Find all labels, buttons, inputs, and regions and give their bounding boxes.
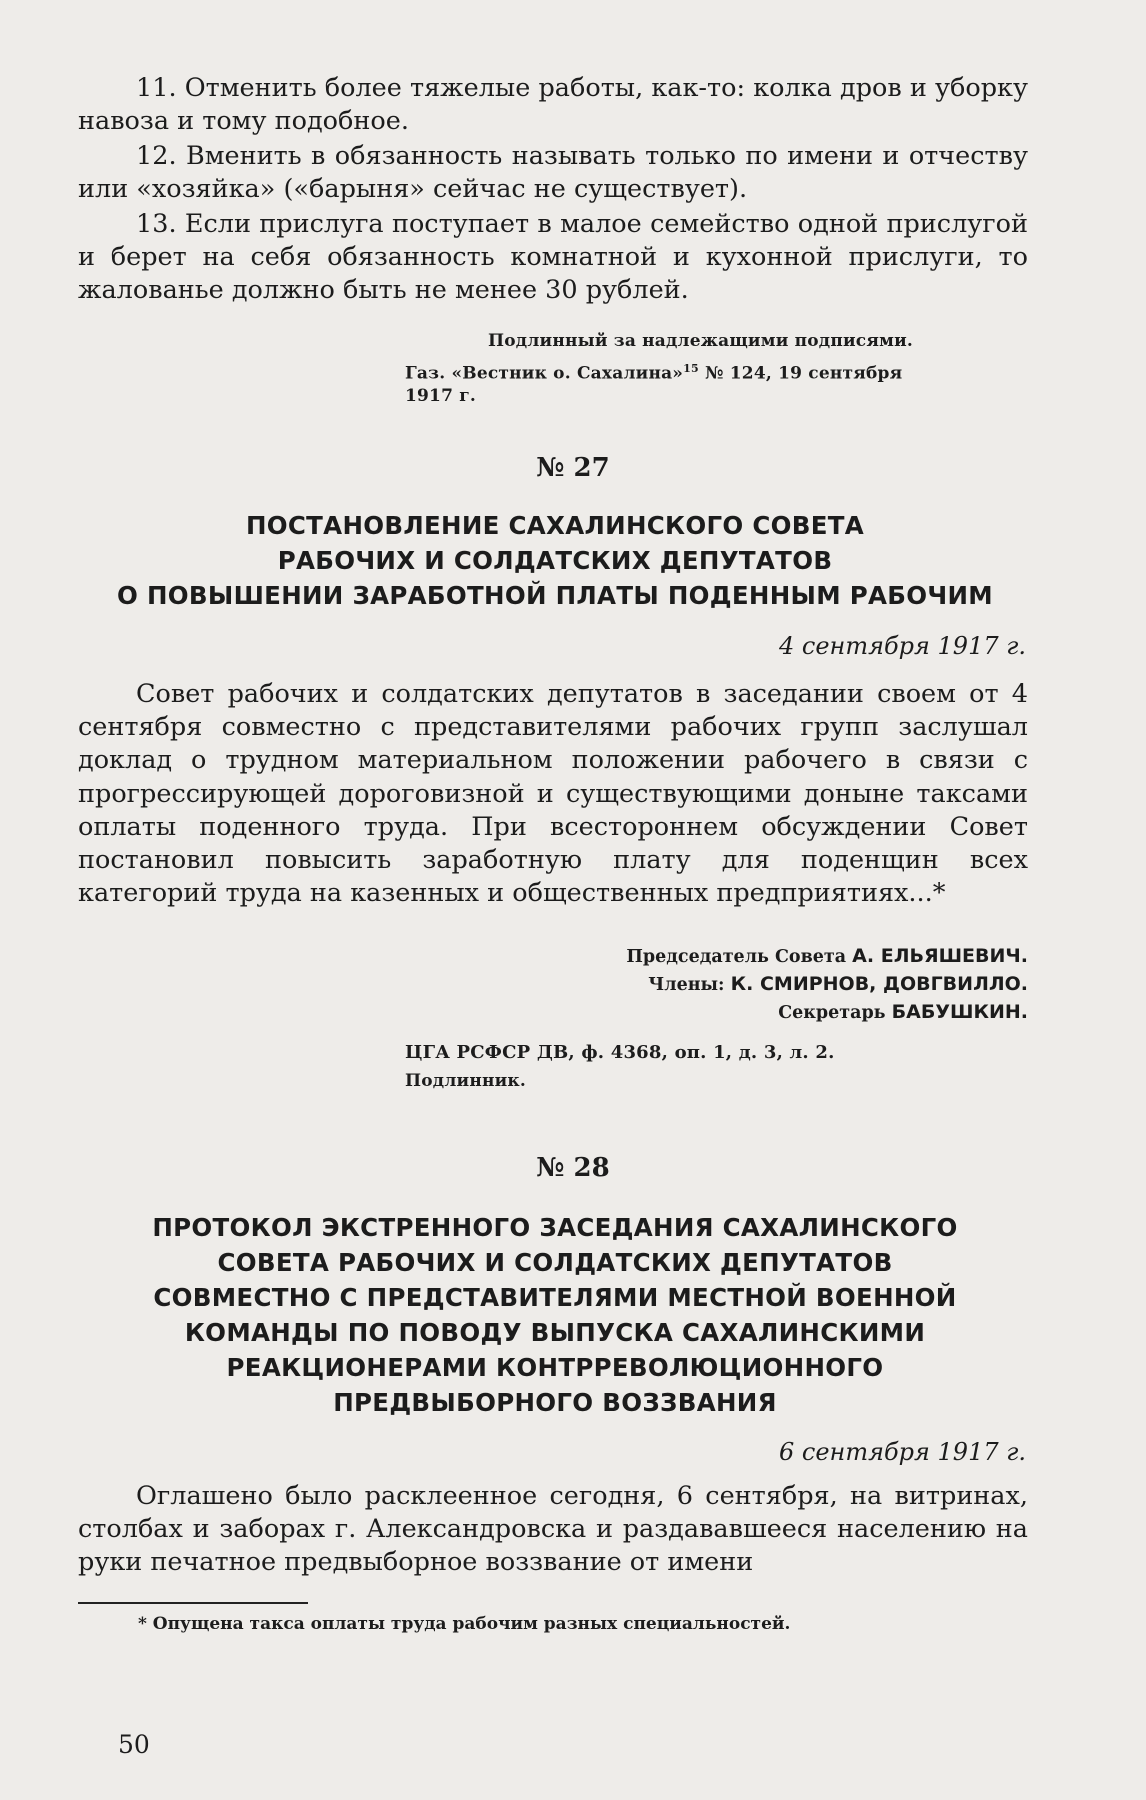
signature-members [648, 973, 1028, 995]
source-newspaper: Газ. «Вестник о. Сахалина» [405, 363, 684, 384]
signature-chair [626, 945, 1028, 967]
doc27-date: 4 сентября 1917 г. [779, 632, 1026, 660]
paragraph-item-13: 13. Если прислуга поступает в малое семейство одной прислугой и берет на себя обязанность комнатной и кухонной прислуги, то жалованье должно быть не менее 30 рублей. [78, 209, 1028, 306]
doc28-title-line-2: СОВЕТА РАБОЧИХ И СОЛДАТСКИХ ДЕПУТАТОВ [217, 1248, 893, 1277]
footnote-divider [78, 1602, 308, 1604]
doc-number-27: № 27 [536, 453, 610, 483]
doc27-body: Совет рабочих и солдатских депутатов в заседании своем от 4 сентября совместно с представителями рабочих групп заслушал доклад о трудном материальном положении рабочего в связи с прогрессирующей дороговизной и существующими доныне таксами оплаты поденного труда. При всестороннем обсуждении Совет постановил повысить заработную плату для поденщин всех категорий труда на казенных и общественных предприятиях...* [78, 679, 1028, 909]
signature-name: А. ЕЛЬЯШЕВИЧ. [852, 945, 1028, 967]
doc28-date: 6 сентября 1917 г. [779, 1438, 1026, 1466]
footnote-ref-15: 15 [683, 362, 699, 375]
paragraph-item-11: 11. Отменить более тяжелые работы, как-то: колка дров и уборку навоза и тому подобное. [78, 73, 1028, 137]
footnote: * Опущена такса оплаты труда рабочим разных специальностей. [138, 1614, 791, 1634]
source-issue: № 124, 19 сентября [698, 363, 903, 384]
doc27-title-line-3: О ПОВЫШЕНИИ ЗАРАБОТНОЙ ПЛАТЫ ПОДЕННЫМ РАБОЧИМ [117, 581, 993, 610]
doc28-body: Оглашено было расклеенное сегодня, 6 сентября, на витринах, столбах и заборах г. Александровска и раздававшееся населению на руки печатное предвыборное воззвание от имени [78, 1481, 1028, 1578]
source-line-1: Подлинный за надлежащими подписями. [488, 331, 913, 351]
doc28-title-line-3: СОВМЕСТНО С ПРЕДСТАВИТЕЛЯМИ МЕСТНОЙ ВОЕННОЙ [153, 1283, 957, 1312]
page-number: 50 [118, 1730, 150, 1759]
doc-number-28: № 28 [536, 1153, 610, 1183]
doc27-archive-source: ЦГА РСФСР ДВ, ф. 4368, оп. 1, д. 3, л. 2. [405, 1042, 835, 1063]
source-year: 1917 г. [405, 386, 476, 406]
doc28-title-line-6: ПРЕДВЫБОРНОГО ВОЗЗВАНИЯ [333, 1388, 777, 1417]
doc28-title-line-5: РЕАКЦИОНЕРАМИ КОНТРРЕВОЛЮЦИОННОГО [226, 1353, 884, 1382]
signature-role: Члены: [648, 975, 725, 995]
source-line-2 [405, 356, 902, 387]
doc28-title-line-1: ПРОТОКОЛ ЭКСТРЕННОГО ЗАСЕДАНИЯ САХАЛИНСКОГО [152, 1213, 958, 1242]
doc28-title-line-4: КОМАНДЫ ПО ПОВОДУ ВЫПУСКА САХАЛИНСКИМИ [184, 1318, 926, 1347]
doc27-source-note: Подлинник. [405, 1071, 527, 1091]
paragraph-item-12: 12. Вменить в обязанность называть только по имени и отчеству или «хозяйка» («барыня» сейчас не существует). [78, 141, 1028, 205]
signature-name: БАБУШКИН. [891, 1001, 1028, 1023]
signature-role: Секретарь [778, 1003, 886, 1023]
doc27-title-line-1: ПОСТАНОВЛЕНИЕ САХАЛИНСКОГО СОВЕТА [245, 511, 865, 540]
signature-secretary [778, 1001, 1028, 1023]
doc27-title-line-2: РАБОЧИХ И СОЛДАТСКИХ ДЕПУТАТОВ [277, 546, 833, 575]
signature-name: К. СМИРНОВ, ДОВГВИЛЛО. [730, 973, 1028, 995]
signature-role: Председатель Совета [626, 947, 847, 967]
